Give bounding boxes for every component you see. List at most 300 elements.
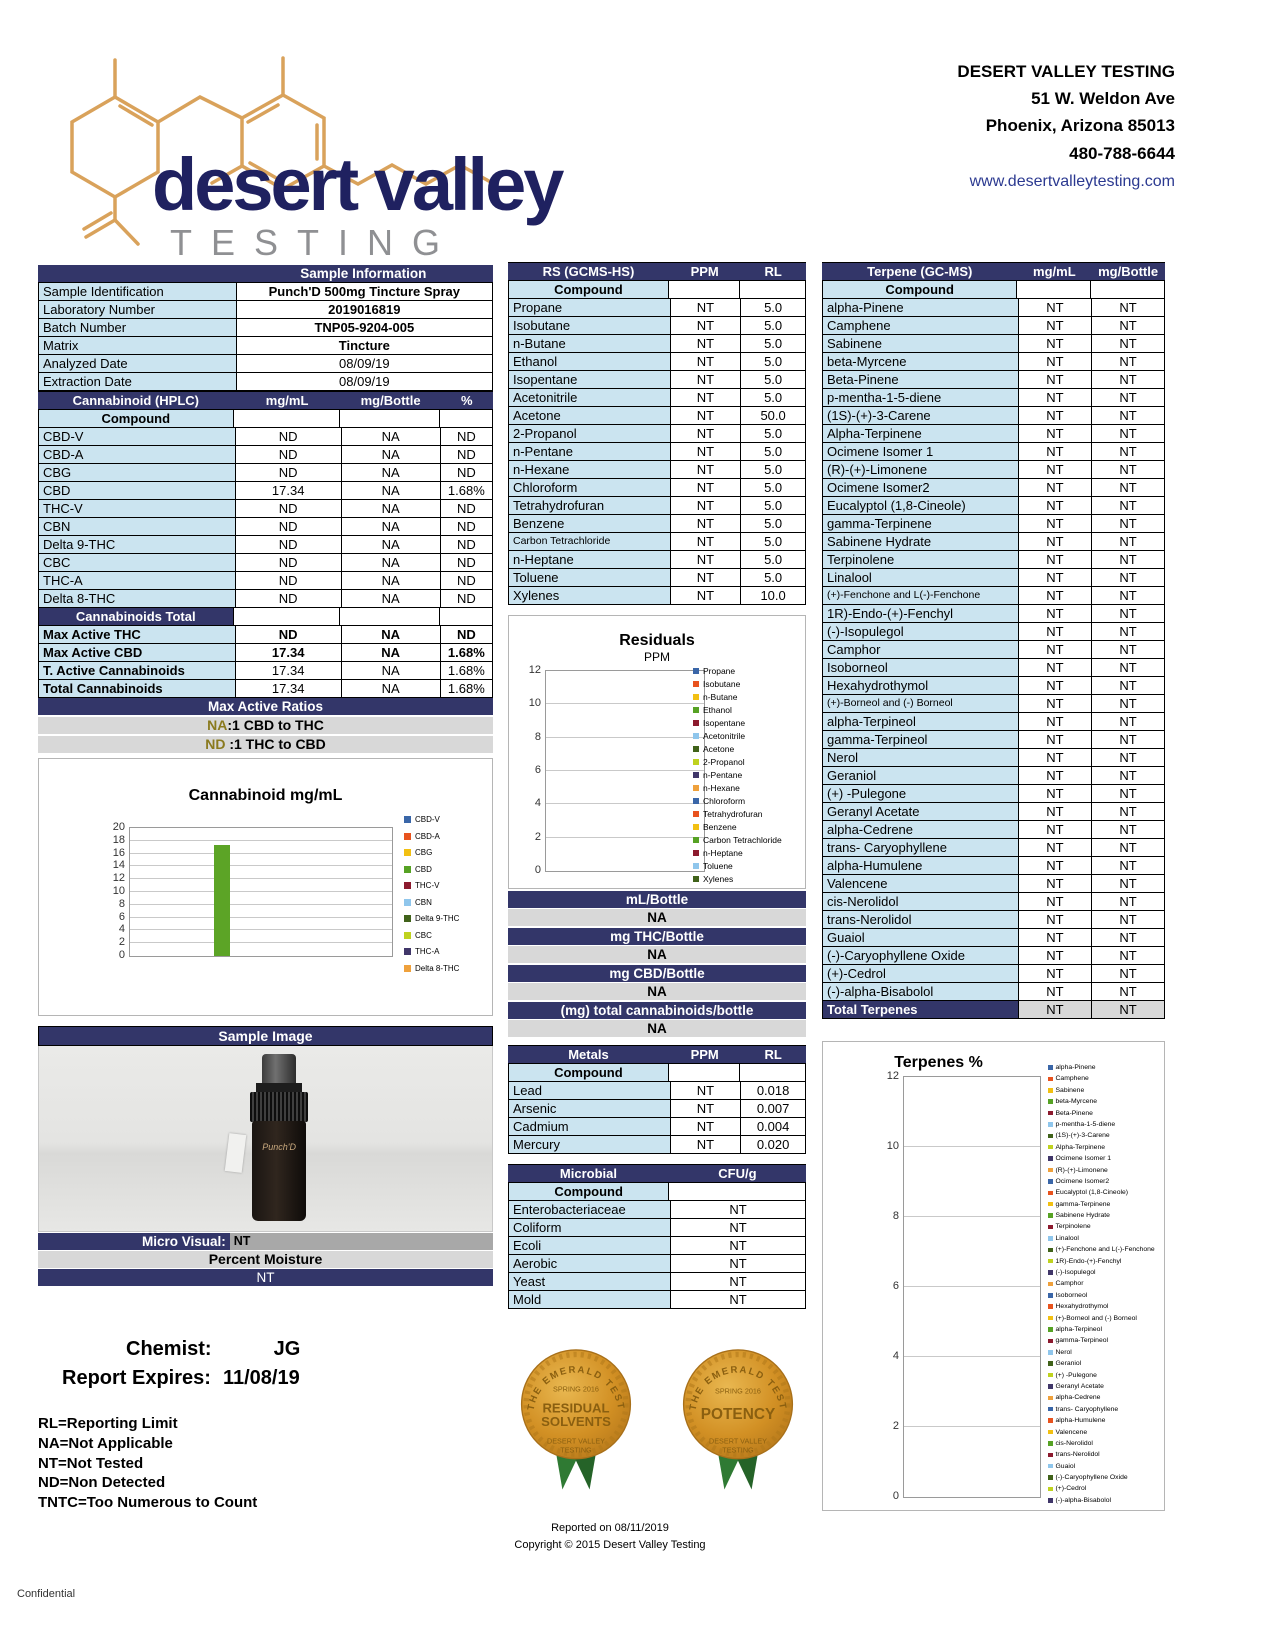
legend-note-line: NT=Not Tested [38, 1454, 144, 1472]
mg-bottle-value: NT [1091, 695, 1164, 712]
legend-label: Carbon Tetrachloride [703, 835, 782, 845]
legend-label: Ethanol [703, 705, 732, 715]
rl-value: 0.007 [740, 1100, 805, 1117]
legend-label: Camphor [1055, 1280, 1084, 1288]
y-axis-tick-label: 12 [528, 664, 541, 676]
gridline [130, 904, 392, 905]
terpene-name: p-mentha-1-5-diene [823, 389, 1018, 406]
compound-name: Tetrahydrofuran [509, 497, 670, 514]
terpene-table [822, 280, 1165, 1019]
legend-label: Xylenes [703, 874, 734, 884]
legend-swatch [693, 798, 699, 804]
ppm-value: NT [670, 551, 741, 568]
y-axis-tick-label: 10 [528, 697, 541, 710]
compound-subheader-row: Compound [39, 409, 492, 427]
legend-swatch [1048, 1441, 1053, 1446]
legend-label: (+)-Cedrol [1055, 1485, 1087, 1493]
table-row [823, 946, 1164, 964]
legend-swatch [693, 863, 699, 869]
legend-label: (-)-Caryophyllene Oxide [1055, 1474, 1128, 1482]
compound-subheader-row: Compound [509, 280, 805, 298]
cannabinoids-total-band-row: Cannabinoids Total [39, 607, 492, 625]
compound-name: 2-Propanol [509, 425, 670, 442]
legend-swatch [1048, 1099, 1053, 1104]
gridline [130, 942, 392, 943]
legend-entry [404, 848, 484, 857]
company-website-link[interactable]: www.desertvalleytesting.com [969, 172, 1175, 190]
compound-name: THC-V [39, 500, 235, 517]
compound-name: n-Heptane [509, 551, 670, 568]
company-name: DESERT VALLEY TESTING [957, 62, 1175, 81]
ppm-value: NT [670, 317, 741, 334]
legend-entry [1048, 1474, 1160, 1481]
terpene-name: Hexahydrothymol [823, 677, 1018, 694]
rl-value: 5.0 [740, 551, 805, 568]
terpene-name: (R)-(+)-Limonene [823, 461, 1018, 478]
terpene-name: Beta-Pinene [823, 371, 1018, 388]
legend-entry [1048, 1098, 1160, 1105]
report-expires-value: 11/08/19 [222, 1367, 300, 1389]
legend-label: Propane [703, 666, 736, 676]
cfu-value: NT [670, 1201, 805, 1218]
legend-swatch [1048, 1350, 1053, 1355]
mg-bottle-value: NT [1091, 821, 1164, 838]
legend-entry [1048, 1360, 1160, 1367]
legend-label: Terpinolene [1055, 1223, 1091, 1231]
mg-ml-value: NT [1018, 515, 1091, 532]
table-row [823, 784, 1164, 802]
legend-label: beta-Myrcene [1055, 1098, 1098, 1106]
table-row [823, 622, 1164, 640]
compound-name: CBN [39, 518, 235, 535]
mg-ml-value: NT [1018, 569, 1091, 586]
mg-bottle-value: NT [1091, 749, 1164, 766]
badge-title-line1: RESIDUAL [542, 1400, 610, 1416]
mg-ml-value: NT [1018, 479, 1091, 496]
terpene-name: Ocimene Isomer 1 [823, 443, 1018, 460]
legend-swatch [1048, 1361, 1053, 1366]
table-row [509, 298, 805, 316]
legend-swatch [404, 899, 411, 906]
legend-entry [1048, 1178, 1160, 1185]
compound-name: Carbon Tetrachloride [509, 533, 670, 550]
legend-entry [693, 809, 801, 819]
band-value: NA [508, 909, 806, 926]
table-row [823, 550, 1164, 568]
legend-label: (-)-Isopulegol [1055, 1269, 1096, 1277]
compound-name: Acetone [509, 407, 670, 424]
table-row [823, 334, 1164, 352]
gridline [130, 853, 392, 854]
legend-entry [1048, 1167, 1160, 1174]
table-row [823, 442, 1164, 460]
sample-image-section [38, 1026, 493, 1232]
gridline [130, 878, 392, 879]
table-row [823, 568, 1164, 586]
table-row [823, 604, 1164, 622]
residuals-bar-chart [508, 615, 806, 889]
legend-swatch [693, 720, 699, 726]
legend-note-line: TNTC=Too Numerous to Count [38, 1494, 258, 1512]
rl-value: 5.0 [740, 389, 805, 406]
table-row [509, 334, 805, 352]
mg-bottle-value: NA [341, 626, 440, 643]
table-row [39, 282, 492, 300]
legend-label: cis-Nerolidol [1055, 1439, 1093, 1447]
table-row [509, 1135, 805, 1153]
table-row [509, 478, 805, 496]
terpene-name: gamma-Terpinene [823, 515, 1018, 532]
table-row [509, 406, 805, 424]
legend-entry [404, 881, 484, 890]
legend-entry [1048, 1326, 1160, 1333]
legend-label: CBG [415, 848, 433, 857]
percent-value: 1.68% [440, 644, 492, 661]
legend-swatch [404, 816, 411, 823]
terpene-name: Isoborneol [823, 659, 1018, 676]
table-row [39, 535, 492, 553]
table-row [509, 550, 805, 568]
y-axis-tick-label: 0 [118, 949, 125, 961]
legend-swatch [404, 915, 411, 922]
rl-value: 5.0 [740, 461, 805, 478]
legend-entry [1048, 1406, 1160, 1413]
row-label: Analyzed Date [39, 355, 236, 372]
legend-swatch [1048, 1453, 1053, 1458]
terpene-name: Eucalyptol (1,8-Cineole) [823, 497, 1018, 514]
legend-entry [1048, 1075, 1160, 1082]
mg-bottle-value: NT [1091, 425, 1164, 442]
mg-ml-value: ND [235, 518, 341, 535]
legend-entry [1048, 1269, 1160, 1276]
table-row [823, 658, 1164, 676]
compound-name: CBD-A [39, 446, 235, 463]
table-row [823, 478, 1164, 496]
legend-label: alpha-Cedrene [1055, 1394, 1101, 1402]
legend-swatch [1048, 1065, 1053, 1070]
row-value: Punch'D 500mg Tincture Spray [236, 283, 492, 300]
table-row [509, 442, 805, 460]
gridline [546, 737, 704, 738]
legend-swatch [693, 668, 699, 674]
table-row [823, 874, 1164, 892]
rl-value: 5.0 [740, 317, 805, 334]
ppm-value: NT [670, 587, 741, 604]
mg-ml-value: NT [1018, 389, 1091, 406]
percent-value: 1.68% [440, 482, 492, 499]
legend-swatch [693, 837, 699, 843]
legend-entry [1048, 1349, 1160, 1356]
legend-label: THC-A [415, 947, 440, 956]
mg-bottle-value: NT [1091, 569, 1164, 586]
mg-bottle-value: NT [1091, 803, 1164, 820]
band-title: mg CBD/Bottle [508, 965, 806, 982]
badge-arc-text: THE EMERALD TEST [525, 1364, 627, 1412]
bottle-body [252, 1121, 306, 1221]
microbe-name: Mold [509, 1291, 670, 1308]
mg-bottle-value: NT [1091, 785, 1164, 802]
table-row [509, 352, 805, 370]
legend-note-line: RL=Reporting Limit [38, 1415, 178, 1432]
table-row [509, 388, 805, 406]
mg-bottle-value: NT [1091, 857, 1164, 874]
table-row [823, 406, 1164, 424]
chemist-label: Chemist: [126, 1338, 212, 1360]
percent-value: ND [440, 626, 492, 643]
badge-org-line1: DESERT VALLEY [546, 1436, 606, 1446]
rl-value: 5.0 [740, 533, 805, 550]
gridline [904, 1286, 1040, 1287]
gridline [546, 803, 704, 804]
legend-entry [693, 796, 801, 806]
legend-label: Valencene [1055, 1428, 1088, 1436]
table-row [39, 481, 492, 499]
legend-label: Benzene [703, 822, 737, 832]
legend-label: (+) -Pulegone [1055, 1371, 1097, 1379]
band-value: NA [508, 946, 806, 963]
rl-value: 0.018 [740, 1082, 805, 1099]
row-value: 2019016819 [236, 301, 492, 318]
legend-label: Geranyl Acetate [1055, 1382, 1104, 1390]
terpene-name: (1S)-(+)-3-Carene [823, 407, 1018, 424]
legend-label: n-Heptane [703, 848, 743, 858]
compound-name: Xylenes [509, 587, 670, 604]
mg-ml-value: NT [1018, 317, 1091, 334]
y-axis-tick-label: 4 [892, 1350, 899, 1363]
mg-bottle-value: NT [1091, 623, 1164, 640]
rl-value: 5.0 [740, 335, 805, 352]
footer-report-info [440, 1520, 780, 1553]
badge-title-line1: POTENCY [700, 1405, 776, 1423]
compound-name: THC-A [39, 572, 235, 589]
terpene-name: Camphene [823, 317, 1018, 334]
legend-label: Tetrahydrofuran [703, 809, 763, 819]
gridline [130, 929, 392, 930]
y-axis-tick-label: 2 [892, 1420, 899, 1433]
legend-swatch [693, 694, 699, 700]
company-city: Phoenix, Arizona 85013 [985, 116, 1175, 136]
compound-name: Chloroform [509, 479, 670, 496]
terpene-name: alpha-Terpineol [823, 713, 1018, 730]
mg-ml-value: NT [1018, 659, 1091, 676]
mg-ml-value: ND [235, 572, 341, 589]
mg-bottle-value: NT [1091, 929, 1164, 946]
mg-bottle-value: NA [341, 500, 440, 517]
y-axis-tick-label: 6 [534, 764, 541, 776]
percent-value: ND [440, 590, 492, 607]
legend-label: 1R)-Endo-(+)-Fenchyl [1055, 1257, 1122, 1265]
terpene-name: Sabinene [823, 335, 1018, 352]
table-row [823, 298, 1164, 316]
y-axis-tick-label: 0 [534, 864, 541, 876]
table-row [823, 532, 1164, 550]
legend-entry [404, 931, 484, 940]
rl-value: 5.0 [740, 569, 805, 586]
max-active-ratios-header: Max Active Ratios [38, 698, 493, 715]
mg-bottle-value: NT [1091, 515, 1164, 532]
legend-entry [693, 718, 801, 728]
legend-swatch [693, 733, 699, 739]
legend-label: CBD-V [415, 815, 440, 824]
percent-value: ND [440, 428, 492, 445]
legend-swatch [404, 932, 411, 939]
mg-ml-value: ND [235, 626, 341, 643]
table-row [39, 445, 492, 463]
ppm-value: NT [670, 299, 741, 316]
sample-info-table [38, 282, 493, 391]
ppm-value: NT [670, 1100, 741, 1117]
mg-bottle-value: NA [341, 536, 440, 553]
company-address-block [957, 58, 1175, 194]
mg-bottle-value: NT [1091, 461, 1164, 478]
total-terpenes-row: Total Terpenes NT NT [823, 1000, 1164, 1018]
legend-label: Ocimene Isomer 1 [1055, 1155, 1112, 1163]
terpene-name: 1R)-Endo-(+)-Fenchyl [823, 605, 1018, 622]
y-axis-tick-label: 8 [892, 1210, 899, 1223]
legend-entry [693, 731, 801, 741]
legend-entry [1048, 1201, 1160, 1208]
mg-bottle-value: NT [1091, 767, 1164, 784]
chart-legend [693, 666, 801, 887]
terpene-name: Valencene [823, 875, 1018, 892]
microbe-name: Aerobic [509, 1255, 670, 1272]
legend-label: Alpha-Terpinene [1055, 1143, 1105, 1151]
table-row [823, 712, 1164, 730]
gridline [904, 1426, 1040, 1427]
legend-swatch [693, 681, 699, 687]
cannabinoid-bar-chart [38, 758, 493, 1016]
table-row [823, 370, 1164, 388]
badge-title-line2: SOLVENTS [541, 1414, 611, 1430]
rl-value: 0.004 [740, 1118, 805, 1135]
table-row [509, 1218, 805, 1236]
legend-entry [1048, 1212, 1160, 1219]
legend-swatch [1048, 1418, 1053, 1423]
percent-value: 1.68% [440, 662, 492, 679]
legend-swatch [1048, 1191, 1053, 1196]
legend-swatch [1048, 1145, 1053, 1150]
y-axis-tick-label: 16 [112, 846, 125, 859]
mg-bottle-value: NA [341, 572, 440, 589]
rl-value: 5.0 [740, 299, 805, 316]
totals-row [39, 679, 492, 697]
mg-ml-value: NT [1018, 731, 1091, 748]
y-axis-tick-label: 0 [892, 1490, 899, 1502]
company-street: 51 W. Weldon Ave [1031, 89, 1175, 109]
legend-swatch [1048, 1156, 1053, 1161]
legend-label: Toluene [703, 861, 733, 871]
terpene-table-header: Terpene (GC-MS) mg/mL mg/Bottle [822, 262, 1165, 280]
ppm-value: NT [670, 353, 741, 370]
legend-label: Delta 9-THC [415, 914, 460, 923]
mg-bottle-value: NT [1091, 587, 1164, 604]
table-row [509, 316, 805, 334]
mg-bottle-value: NA [341, 554, 440, 571]
left-column [38, 265, 493, 1513]
chart-subtitle: PPM [643, 650, 670, 664]
y-axis-tick-label: 2 [534, 830, 541, 843]
terpene-name: beta-Myrcene [823, 353, 1018, 370]
table-row [39, 300, 492, 318]
rs-table-header: RS (GCMS-HS) PPM RL [508, 262, 806, 280]
table-row [509, 1254, 805, 1272]
cannabinoid-table [38, 409, 493, 698]
metals-table-header: Metals PPM RL [508, 1045, 806, 1063]
terpene-name: Terpinolene [823, 551, 1018, 568]
mg-ml-value: NT [1018, 551, 1091, 568]
compound-name: CBD-V [39, 428, 235, 445]
table-row [823, 982, 1164, 1000]
legend-swatch [1048, 1316, 1053, 1321]
compound-name: CBC [39, 554, 235, 571]
legend-entry [1048, 1280, 1160, 1287]
legend-entry [1048, 1440, 1160, 1447]
legend-label: Camphene [1055, 1075, 1089, 1083]
mg-ml-value: NT [1018, 425, 1091, 442]
legend-swatch [1048, 1236, 1053, 1241]
legend-entry [693, 848, 801, 858]
legend-swatch [1048, 1339, 1053, 1344]
compound-name: Propane [509, 299, 670, 316]
legend-label: alpha-Pinene [1055, 1064, 1096, 1071]
chart-title: Terpenes % [894, 1054, 983, 1071]
table-row [823, 694, 1164, 712]
legend-swatch [1048, 1225, 1053, 1230]
table-row [509, 1200, 805, 1218]
mg-bottle-value: NT [1091, 605, 1164, 622]
legend-label: CBD [415, 864, 432, 874]
table-row [39, 571, 492, 589]
legend-label: n-Pentane [703, 770, 743, 780]
legend-label: CBC [415, 930, 432, 940]
bottle-brand-text: Punch'D [262, 1142, 296, 1152]
legend-entry [1048, 1429, 1160, 1436]
compound-name: Delta 9-THC [39, 536, 235, 553]
legend-entry [404, 898, 484, 907]
table-row [823, 496, 1164, 514]
y-axis-tick-label: 18 [112, 833, 125, 846]
compound-name: Ethanol [509, 353, 670, 370]
ppm-value: NT [670, 515, 741, 532]
legend-swatch [693, 759, 699, 765]
terpene-name: Geranyl Acetate [823, 803, 1018, 820]
cfu-value: NT [670, 1219, 805, 1236]
legend-label: Eucalyptol (1,8-Cineole) [1055, 1189, 1129, 1197]
microbe-name: Coliform [509, 1219, 670, 1236]
legend-label: Sabinene [1055, 1086, 1085, 1094]
compound-name: CBD [39, 482, 235, 499]
mg-ml-value: NT [1018, 839, 1091, 856]
gridline [546, 770, 704, 771]
legend-label: THC-V [415, 881, 440, 890]
terpene-name: (-)-Caryophyllene Oxide [823, 947, 1018, 964]
legend-label: alpha-Humulene [1055, 1417, 1106, 1425]
mg-ml-value: NT [1018, 983, 1091, 1000]
legend-swatch [1048, 1111, 1053, 1116]
logo-subtitle: TESTING [170, 222, 460, 263]
mg-bottle-value: NT [1091, 713, 1164, 730]
ppm-value: NT [670, 461, 741, 478]
mg-ml-value: ND [235, 446, 341, 463]
legend-entry [1048, 1337, 1160, 1344]
table-row [509, 1117, 805, 1135]
totals-row [39, 643, 492, 661]
mg-ml-value: NT [1018, 875, 1091, 892]
per-bottle-band [508, 965, 806, 1000]
gridline [546, 837, 704, 838]
terpene-name: Ocimene Isomer2 [823, 479, 1018, 496]
per-bottle-band [508, 1002, 806, 1037]
